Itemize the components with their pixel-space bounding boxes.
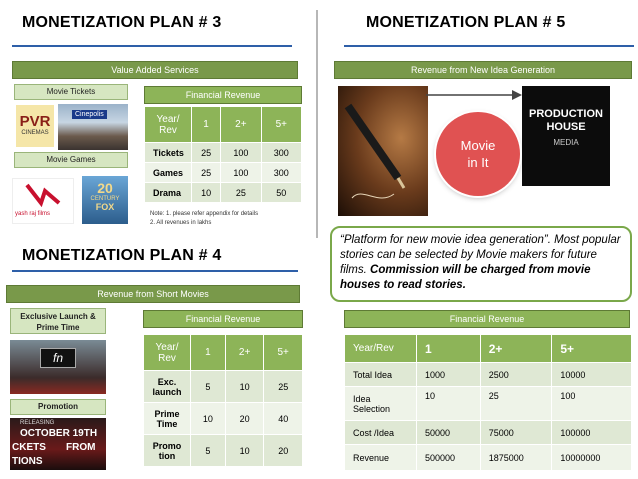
- plan3-banner: Value Added Services: [12, 61, 298, 79]
- table-cell: 25: [221, 183, 261, 203]
- table-row: [144, 371, 303, 403]
- poster-line-2: OCTOBER 19TH: [20, 428, 98, 439]
- callout-bold-text: Commission will be charged from movie houses to read stories.: [340, 264, 591, 291]
- plan3-note-2: 2. All revenues in lakhs: [150, 220, 212, 226]
- plan4-title-rule: [12, 270, 298, 272]
- circle-text: Movie in It: [460, 138, 496, 170]
- table-header-row: [345, 335, 632, 363]
- table-header-cell: 2+: [225, 335, 264, 371]
- table-row: [145, 143, 302, 163]
- cinepolis-sign: Cinepolis: [72, 110, 107, 119]
- table-cell: 10000: [552, 363, 632, 387]
- table-cell: 100: [552, 387, 632, 421]
- table-header-cell: 1: [191, 335, 226, 371]
- movie-games-label: Movie Games: [14, 152, 128, 168]
- writing-pen-image: [338, 86, 428, 216]
- fox-logo-mid: CENTURY: [90, 196, 120, 202]
- pvr-logo-text: PVR: [19, 113, 51, 130]
- table-cell: 75000: [480, 421, 552, 445]
- table-row: [144, 435, 303, 467]
- table-row: [145, 163, 302, 183]
- table-header-cell: Year/ Rev: [145, 107, 192, 143]
- table-row: [144, 403, 303, 435]
- table-cell: 25: [192, 143, 221, 163]
- plan3-fin-header: Financial Revenue: [144, 86, 302, 104]
- pvr-logo-sub: CINEMAS: [21, 130, 49, 136]
- table-row: [345, 363, 632, 387]
- table-cell: 10: [225, 371, 264, 403]
- plan3-note-1: Note: 1. please refer appendix for details: [150, 211, 259, 217]
- poster-line-3: CKETS: [12, 442, 46, 453]
- fox-logo-top: 20: [97, 180, 113, 196]
- table-cell: Cost /Idea: [345, 421, 417, 445]
- table-cell: 300: [261, 163, 301, 183]
- fox-logo-bot: FOX: [95, 202, 115, 212]
- table-cell: 50: [261, 183, 301, 203]
- poster-sub: MEDIA: [553, 138, 579, 147]
- table-row: [145, 183, 302, 203]
- table-cell: 10: [191, 403, 226, 435]
- table-cell: 25: [192, 163, 221, 183]
- poster-line-5: TIONS: [12, 456, 43, 467]
- cinepolis-image: [58, 104, 128, 150]
- table-header-cell: 2+: [480, 335, 552, 363]
- table-cell: Prime Time: [144, 403, 191, 435]
- column-divider: [316, 10, 318, 238]
- yash-raj-mark-icon: [23, 181, 63, 207]
- table-cell: 5: [191, 435, 226, 467]
- table-cell: Promo tion: [144, 435, 191, 467]
- fn-logo: fn: [40, 348, 76, 368]
- table-cell: 100000: [552, 421, 632, 445]
- table-cell: 20: [264, 435, 303, 467]
- table-cell: Idea Selection: [345, 387, 417, 421]
- poster-line-4: FROM: [66, 442, 96, 453]
- table-cell: 5: [191, 371, 226, 403]
- table-header-row: [144, 335, 303, 371]
- table-cell: 1000: [417, 363, 481, 387]
- plan5-title-rule: [344, 45, 634, 47]
- table-header-cell: Year/ Rev: [144, 335, 191, 371]
- table-cell: Total Idea: [345, 363, 417, 387]
- table-cell: Drama: [145, 183, 192, 203]
- fn-channel-image: [10, 340, 106, 394]
- poster-title: PRODUCTION HOUSE: [529, 108, 603, 133]
- table-cell: 10000000: [552, 445, 632, 471]
- table-header-row: [145, 107, 302, 143]
- production-house-image: [522, 86, 610, 186]
- table-cell: 1875000: [480, 445, 552, 471]
- table-cell: 300: [261, 143, 301, 163]
- movie-tickets-label: Movie Tickets: [14, 84, 128, 100]
- pen-icon: [338, 86, 428, 216]
- table-cell: 20: [225, 403, 264, 435]
- plan5-revenue-table: [344, 334, 632, 471]
- yash-raj-logo-image: [12, 178, 74, 224]
- table-header-cell: 1: [417, 335, 481, 363]
- table-header-cell: 5+: [552, 335, 632, 363]
- plan5-fin-header: Financial Revenue: [344, 310, 630, 328]
- callout-text: “Platform for new movie idea generation”. Most popular stories can be selected by Movie makers for future films.: [340, 234, 621, 276]
- table-cell: 500000: [417, 445, 481, 471]
- table-cell: 2500: [480, 363, 552, 387]
- table-cell: Exc. launch: [144, 371, 191, 403]
- table-cell: 10: [192, 183, 221, 203]
- pvr-logo-image: [16, 105, 54, 147]
- yash-raj-text: yash raj films: [15, 211, 51, 217]
- table-header-cell: 5+: [261, 107, 301, 143]
- table-row: [345, 421, 632, 445]
- table-cell: 40: [264, 403, 303, 435]
- table-header-cell: 1: [192, 107, 221, 143]
- table-cell: 25: [480, 387, 552, 421]
- table-header-cell: 5+: [264, 335, 303, 371]
- table-row: [345, 387, 632, 421]
- plan4-title: MONETIZATION PLAN # 4: [22, 247, 222, 264]
- table-cell: Games: [145, 163, 192, 183]
- exclusive-launch-label: Exclusive Launch & Prime Time: [10, 308, 106, 334]
- table-cell: Revenue: [345, 445, 417, 471]
- table-cell: 100: [221, 163, 261, 183]
- table-cell: 50000: [417, 421, 481, 445]
- plan3-revenue-table: [144, 106, 302, 203]
- table-cell: 10: [225, 435, 264, 467]
- poster-line-1: RELEASING: [20, 420, 55, 426]
- plan5-banner: Revenue from New Idea Generation: [334, 61, 632, 79]
- plan4-fin-header: Financial Revenue: [143, 310, 303, 328]
- promotion-poster-image: [10, 418, 106, 470]
- table-cell: 10: [417, 387, 481, 421]
- table-row: [345, 445, 632, 471]
- promotion-label: Promotion: [10, 399, 106, 415]
- plan5-title: MONETIZATION PLAN # 5: [366, 14, 566, 31]
- arrow-right-icon: [424, 87, 524, 103]
- table-header-cell: Year/Rev: [345, 335, 417, 363]
- idea-callout-box: [330, 226, 632, 302]
- table-cell: Tickets: [145, 143, 192, 163]
- table-header-cell: 2+: [221, 107, 261, 143]
- plan3-title-rule: [12, 45, 292, 47]
- table-cell: 25: [264, 371, 303, 403]
- table-cell: 100: [221, 143, 261, 163]
- fox-logo-image: [82, 176, 128, 224]
- plan4-banner: Revenue from Short Movies: [6, 285, 300, 303]
- plan3-title: MONETIZATION PLAN # 3: [22, 14, 222, 31]
- movie-in-it-circle: [436, 112, 520, 196]
- plan4-revenue-table: [143, 334, 303, 467]
